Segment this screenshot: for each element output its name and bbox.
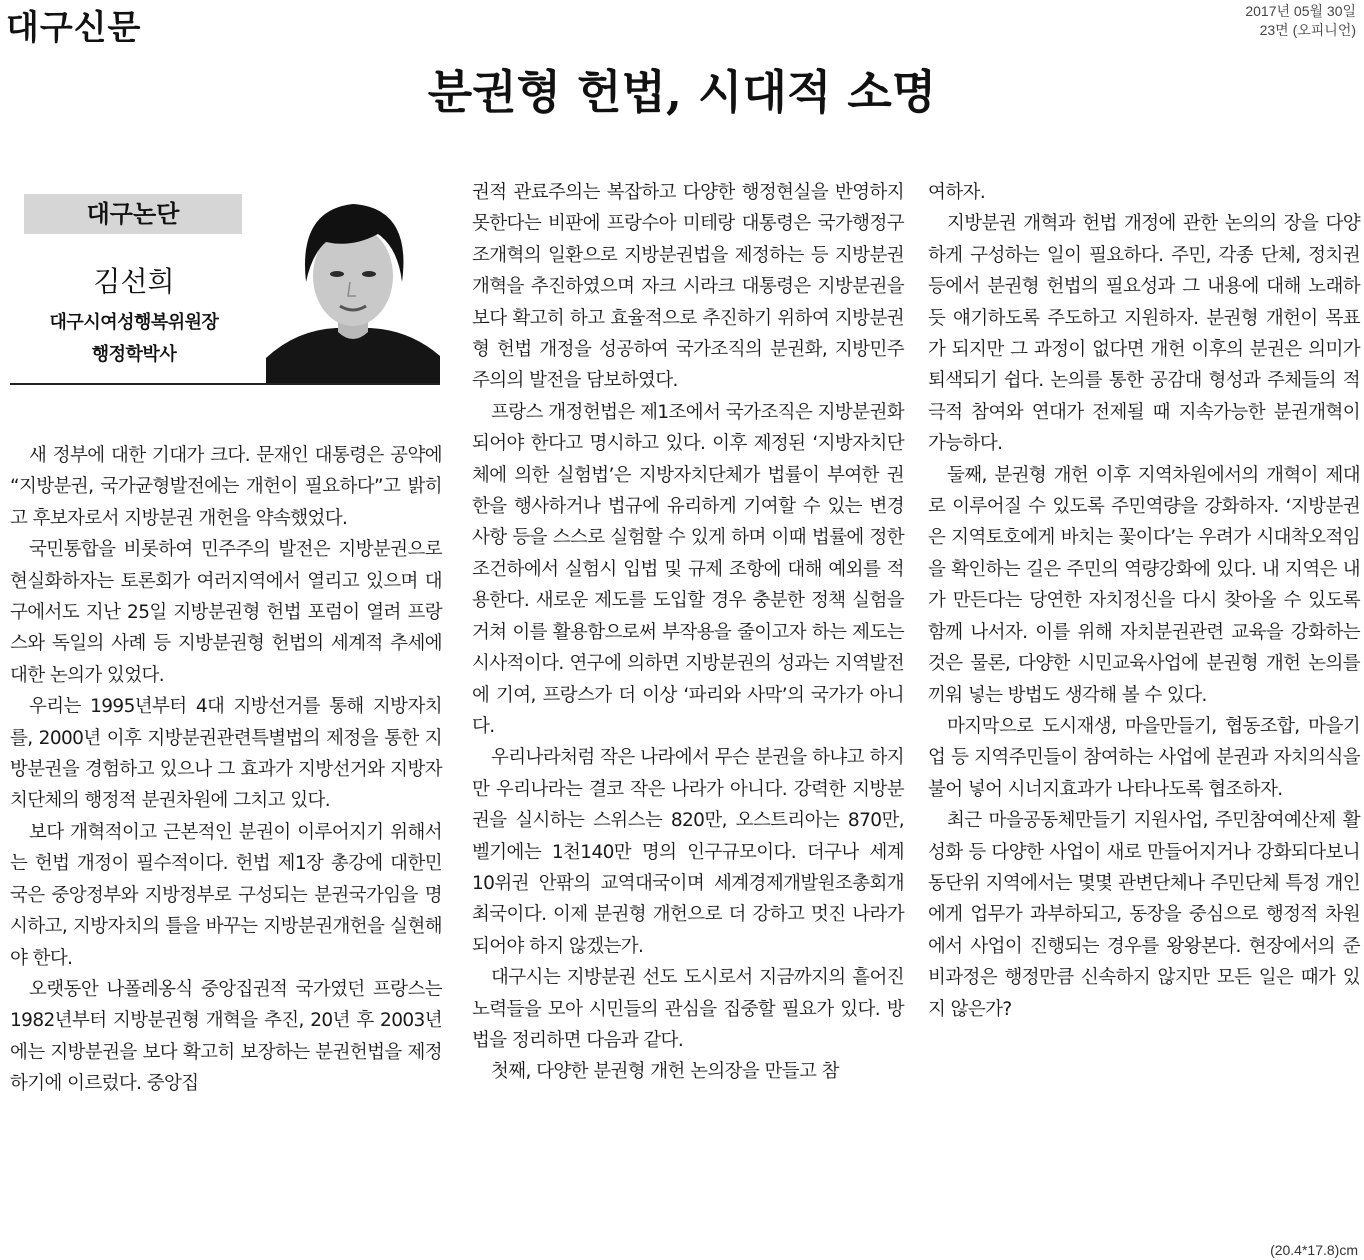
author-portrait [266, 190, 440, 383]
author-profile [10, 188, 440, 384]
paragraph: 둘째, 분권형 개헌 이후 지역차원에서의 개혁이 제대로 이루어질 수 있도록 주민역량을 강화하자. ‘지방분권은 지역토호에게 바치는 꽃이다’는 우려가 시대착오적임을 확인하는 길은 주민의 역량강화에 있다. 내 지역은 내가 만든다는 당연한 자치정신을 다시 찾아올 수 있도록 함께 나서자. 이를 위해 자치분권관련 교육을 강화하는 것은 물론, 다양한 시민교육사업에 분권형 개헌 논의를 끼워 넣는 방법도 생각해 볼 수 있다. [928, 464, 1360, 706]
issue-date: 2017년 05월 30일 [1245, 3, 1356, 19]
article-column-3 [928, 177, 1360, 1025]
paragraph: 첫째, 다양한 분권형 개헌 논의장을 만들고 참 [491, 1061, 839, 1083]
article-column-2 [472, 177, 904, 1088]
paragraph: 프랑스 개정헌법은 제1조에서 국가조직은 지방분권화 되어야 한다고 명시하고 있다. 이후 제정된 ‘지방자치단체에 의한 실험법’은 지방자치단체가 법률이 부여한 권한을 행사하거나 법규에 유리하게 기여할 수 있는 변경사항 등을 스스로 실험할 수 있게 하며 이때 법률에 정한 조건하에서 실험시 입법 및 규제 조항에 대해 예외를 적용한다. 새로운 제도를 도입할 경우 충분한 정책 실험을 거쳐 이를 활용함으로써 부작용을 줄이고자 하는 제도는 시사적이다. 연구에 의하면 지방분권의 성과는 지역발전에 기여, 프랑스가 더 이상 ‘파리와 사막’의 국가가 아니다. [472, 401, 904, 737]
paragraph: 지방분권 개혁과 헌법 개정에 관한 논의의 장을 다양하게 구성하는 일이 필요하다. 주민, 각종 단체, 정치권 등에서 분권형 헌법의 필요성과 그 내용에 대해 노래하듯 얘기하도록 주도하고 지원하자. 분권형 개헌이 목표가 되지만 그 과정이 없다면 개헌 이후의 분권은 의미가 퇴색되기 쉽다. 논의를 통한 공감대 형성과 주체들의 적극적 참여와 연대가 전제될 때 지속가능한 분권개혁이 가능하다. [928, 213, 1360, 455]
article-column-1 [10, 440, 442, 1100]
paragraph-continued: 권적 관료주의는 복잡하고 다양한 행정현실을 반영하지 못한다는 비판에 프랑수아 미테랑 대통령은 국가행정구조개혁의 일환으로 지방분권법을 제정하는 등 지방분권 개혁을 추진하였으며 자크 시라크 대통령은 지방분권을 보다 확고히 하고 효율적으로 추진하기 위하여 지방분권형 헌법 개정을 성공하여 국가조직의 분권화, 지방민주주의의 발전을 담보하였다. [472, 182, 904, 392]
clipping-size-note: (20.4*17.8)cm [1270, 1242, 1358, 1258]
profile-divider [10, 383, 440, 385]
paragraph: 우리는 1995년부터 4대 지방선거를 통해 지방자치를, 2000년 이후 지방분권관련특별법의 제정을 통한 지방분권을 경험하고 있으나 그 효과가 지방선거와 지방자치단체의 행정적 분권차원에 그치고 있다. [10, 696, 442, 812]
paragraph: 우리나라처럼 작은 나라에서 무슨 분권을 하냐고 하지만 우리나라는 결코 작은 나라가 아니다. 강력한 지방분권을 실시하는 스위스는 820만, 오스트리아는 870만, 벨기에는 1천140만 명의 인구규모이다. 더구나 세계 10위권 안팎의 교역대국이며 세계경제개발원조총회개최국이다. 이제 분권형 개헌으로 더 강하고 멋진 나라가 되어야 하지 않겠는가. [472, 747, 904, 957]
paragraph-continued: 여하자. [928, 182, 986, 203]
paragraph: 대구시는 지방분권 선도 도시로서 지금까지의 흩어진 노력들을 모아 시민들의 관심을 집중할 필요가 있다. 방법을 정리하면 다음과 같다. [472, 967, 904, 1051]
paragraph: 최근 마을공동체만들기 지원사업, 주민참여예산제 활성화 등 다양한 사업이 새로 만들어지거나 강화되다보니 동단위 지역에서는 몇몇 관변단체나 주민단체 특정 개인에게 업무가 과부하되고, 동장을 중심으로 행정적 차원에서 사업이 진행되는 경우를 왕왕본다. 현장에서의 준비과정은 행정만큼 신속하지 않지만 모든 일은 때가 있지 않은가? [928, 810, 1360, 1020]
paragraph: 새 정부에 대한 기대가 크다. 문재인 대통령은 공약에 “지방분권, 국가균형발전에는 개헌이 필요하다”고 밝히고 후보자로서 지방분권 개헌을 약속했었다. [10, 445, 442, 529]
paragraph: 국민통합을 비롯하여 민주주의 발전은 지방분권으로 현실화하자는 토론회가 여러지역에서 열리고 있으며 대구에서도 지난 25일 지방분권형 헌법 포럼이 열려 프랑스와 독일의 사례 등 지방분권형 헌법의 세계적 추세에 대한 논의가 있었다. [10, 539, 442, 686]
author-title: 대구시여성행복위원장 [49, 312, 219, 333]
author-name: 김선희 [93, 265, 175, 298]
newspaper-masthead: 대구신문 [6, 8, 142, 48]
paragraph: 오랫동안 나폴레옹식 중앙집권적 국가였던 프랑스는 1982년부터 지방분권형 개혁을 추진, 20년 후 2003년에는 지방분권을 보다 확고히 보장하는 분권헌법을 제정하기에 이르렀다. 중앙집 [10, 978, 442, 1095]
dateline [1245, 2, 1356, 40]
column-badge: 대구논단 [24, 194, 242, 234]
paragraph: 마지막으로 도시재생, 마을만들기, 협동조합, 마을기업 등 지역주민들이 참여하는 사업에 분권과 자치의식을 불어 넣어 시너지효과가 나타나도록 협조하자. [928, 715, 1360, 800]
paragraph: 보다 개혁적이고 근본적인 분권이 이루어지기 위해서는 헌법 개정이 필수적이다. 헌법 제1장 총강에 대한민국은 중앙정부와 지방정부로 구성되는 분권국가임을 명시하고, 지방자치의 틀을 바꾸는 지방분권개헌을 실현해야 한다. [10, 821, 442, 969]
page-section: 23면 (오피니언) [1259, 22, 1356, 38]
article-headline: 분권형 헌법, 시대적 소명 [427, 65, 937, 119]
author-degree: 행정학박사 [91, 344, 177, 365]
